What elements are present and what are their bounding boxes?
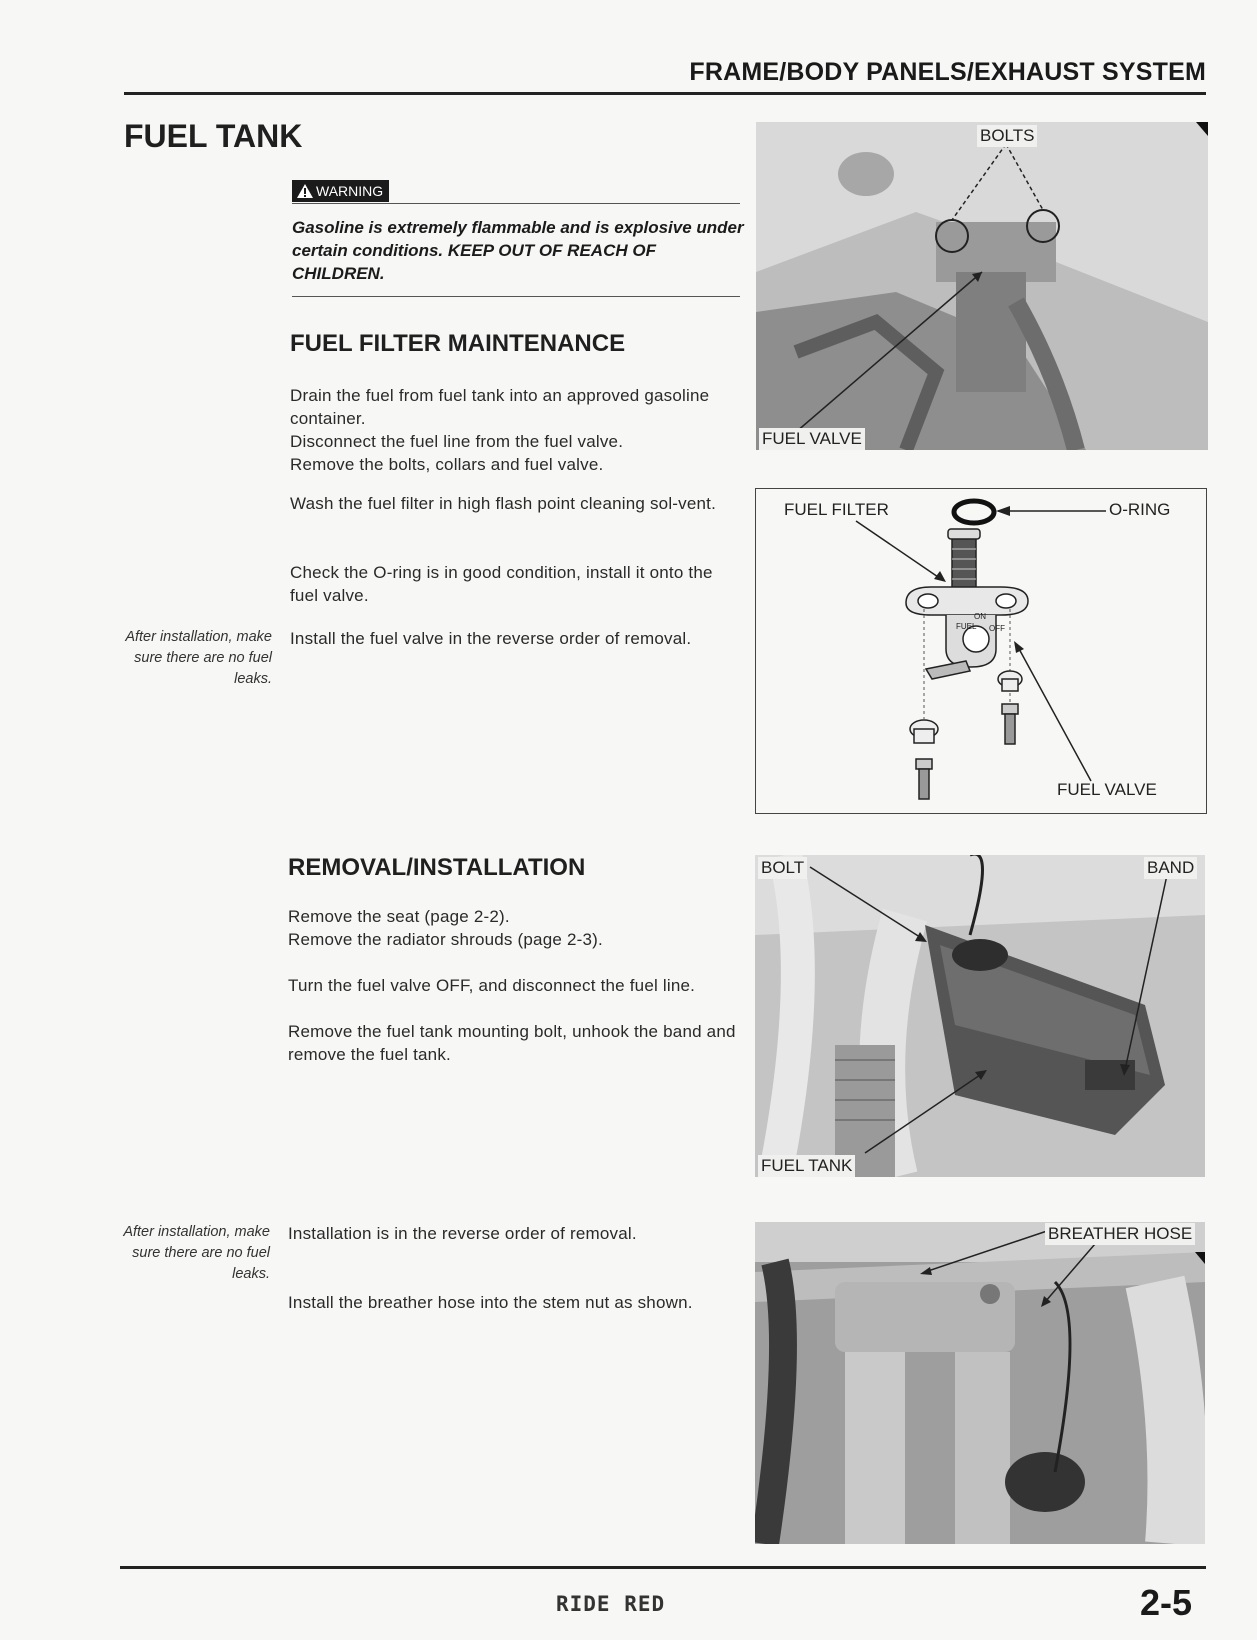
- diagram-fuel-filter: [755, 488, 1207, 814]
- fuel-valve-photo-illustration: [756, 122, 1208, 450]
- callout-bolts: BOLTS: [977, 125, 1037, 147]
- header-rule: [124, 92, 1206, 95]
- warning-bottom-rule: [292, 296, 740, 297]
- page-title: FUEL TANK: [124, 118, 303, 154]
- fuel-mark-label: FUEL: [956, 622, 977, 631]
- on-mark-label: ON: [974, 612, 986, 621]
- fuel-valve-exploded-diagram: [756, 489, 1206, 813]
- callout-o-ring: O-RING: [1109, 500, 1171, 519]
- removal-para-5: Install the breather hose into the stem nut as shown.: [288, 1293, 693, 1312]
- fuel-filter-para-3: Check the O-ring is in good condition, install it onto the fuel valve.: [290, 563, 713, 605]
- fuel-filter-heading: FUEL FILTER MAINTENANCE: [290, 330, 626, 357]
- text-line: Disconnect the fuel line from the fuel valve.: [290, 432, 624, 451]
- warning-top-rule: [292, 203, 740, 204]
- photo-fuel-tank: [755, 855, 1205, 1177]
- text-line: Remove the seat (page 2-2).: [288, 907, 510, 926]
- removal-para-3: Remove the fuel tank mounting bolt, unhook the band and remove the fuel tank.: [288, 1022, 736, 1064]
- removal-para-2: Turn the fuel valve OFF, and disconnect the fuel line.: [288, 976, 696, 995]
- ride-red-logo: RIDE RED: [556, 1592, 666, 1616]
- callout-fuel-valve: FUEL VALVE: [759, 428, 865, 450]
- footer-rule: [120, 1566, 1206, 1569]
- text-line: Remove the radiator shrouds (page 2-3).: [288, 930, 603, 949]
- callout-fuel-filter: FUEL FILTER: [784, 500, 889, 519]
- callout-bolt: BOLT: [758, 857, 807, 879]
- fuel-filter-para-2: Wash the fuel filter in high flash point cleaning sol-vent.: [290, 494, 717, 513]
- fuel-tank-photo-illustration: [755, 855, 1205, 1177]
- warning-text: Gasoline is extremely flammable and is explosive under certain conditions. KEEP OUT OF REACH OF CHILDREN.: [292, 218, 744, 283]
- removal-heading: REMOVAL/INSTALLATION: [288, 854, 586, 881]
- removal-para-1: [288, 905, 740, 951]
- warning-label: WARNING: [316, 183, 384, 199]
- callout-band: BAND: [1144, 857, 1197, 879]
- callout-fuel-tank: FUEL TANK: [758, 1155, 855, 1177]
- off-mark-label: OFF: [989, 624, 1005, 633]
- fuel-filter-para-4: Install the fuel valve in the reverse order of removal.: [290, 629, 692, 648]
- page-number: 2-5: [1140, 1582, 1193, 1623]
- text-line: Remove the bolts, collars and fuel valve.: [290, 455, 604, 474]
- photo-fuel-valve-bolts: [756, 122, 1208, 450]
- side-note-fuel-leaks: After installation, make sure there are no fuel leaks.: [125, 629, 272, 687]
- side-note-fuel-leaks-2: After installation, make sure there are no fuel leaks.: [123, 1224, 270, 1282]
- text-line: Drain the fuel from fuel tank into an approved gasoline container.: [290, 386, 710, 428]
- callout-fuel-valve-diagram: FUEL VALVE: [1057, 780, 1157, 799]
- removal-para-4: Installation is in the reverse order of removal.: [288, 1224, 637, 1243]
- warning-triangle-icon: [296, 183, 314, 199]
- breather-hose-photo-illustration: [755, 1222, 1205, 1544]
- photo-breather-hose: [755, 1222, 1205, 1544]
- section-header: FRAME/BODY PANELS/EXHAUST SYSTEM: [689, 58, 1206, 86]
- fuel-filter-para-1: [290, 384, 742, 476]
- callout-breather-hose: BREATHER HOSE: [1045, 1223, 1195, 1245]
- warning-badge: [292, 180, 389, 202]
